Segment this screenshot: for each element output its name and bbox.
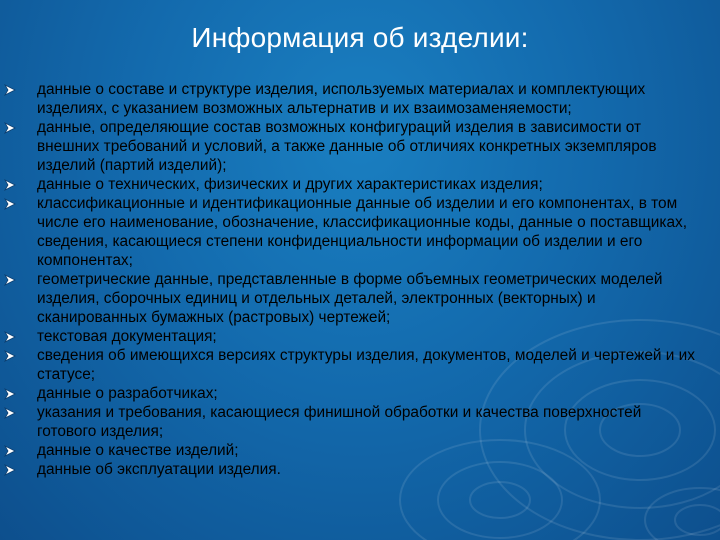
- arrowhead-bullet-icon: [4, 388, 16, 400]
- arrowhead-bullet-icon: [4, 350, 16, 362]
- arrowhead-bullet-icon: [4, 331, 16, 343]
- bullet-text: данные, определяющие состав возможных конфигураций изделия в зависимости от внешних требований и условий, а также данные об отличиях конкретных экземпляров изделий (партий изделий);: [37, 119, 657, 174]
- bullet-item: [0, 384, 716, 403]
- bullet-item: [0, 327, 716, 346]
- bullet-text: сведения об имеющихся версиях структуры изделия, документов, моделей и чертежей и их статусе;: [37, 347, 695, 383]
- bullet-text: данные о технических, физических и других характеристиках изделия;: [37, 176, 543, 193]
- bullet-text: текстовая документация;: [37, 328, 217, 345]
- arrowhead-bullet-icon: [4, 407, 16, 419]
- bullet-text: данные о качестве изделий;: [37, 442, 239, 459]
- bullet-item: [0, 460, 716, 479]
- bullet-item: [0, 441, 716, 460]
- arrowhead-bullet-icon: [4, 179, 16, 191]
- bullet-text: указания и требования, касающиеся финишной обработки и качества поверхностей готового изделия;: [37, 404, 642, 440]
- arrowhead-bullet-icon: [4, 274, 16, 286]
- bullet-text: данные о составе и структуре изделия, используемых материалах и комплектующих изделиях, с указанием возможных альтернатив и их взаимозаменяемости;: [37, 81, 646, 117]
- bullet-item: [0, 175, 716, 194]
- bullet-text: геометрические данные, представленные в форме объемных геометрических моделей изделия, сборочных единиц и отдельных деталей, электронных (векторных) и сканированных бумажных (растровых) чертежей;: [37, 271, 663, 326]
- bullet-item: [0, 403, 716, 441]
- bullet-item: [0, 346, 716, 384]
- slide-title: Информация об изделии:: [191, 22, 529, 53]
- arrowhead-bullet-icon: [4, 445, 16, 457]
- arrowhead-bullet-icon: [4, 122, 16, 134]
- arrowhead-bullet-icon: [4, 198, 16, 210]
- bullet-text: данные об эксплуатации изделия.: [37, 461, 281, 478]
- arrowhead-bullet-icon: [4, 84, 16, 96]
- bullet-item: [0, 80, 716, 118]
- arrowhead-bullet-icon: [4, 464, 16, 476]
- bullet-item: [0, 118, 716, 175]
- bullet-text: данные о разработчиках;: [37, 385, 218, 402]
- bullet-item: [0, 194, 716, 270]
- bullet-list: [0, 80, 716, 479]
- bullet-item: [0, 270, 716, 327]
- bullet-text: классификационные и идентификационные данные об изделии и его компонентах, в том числе его наименование, обозначение, классификационные коды, данные о поставщиках, сведения, касающиеся степени конфиденциальности информации об изделии и его компонентах;: [37, 195, 687, 269]
